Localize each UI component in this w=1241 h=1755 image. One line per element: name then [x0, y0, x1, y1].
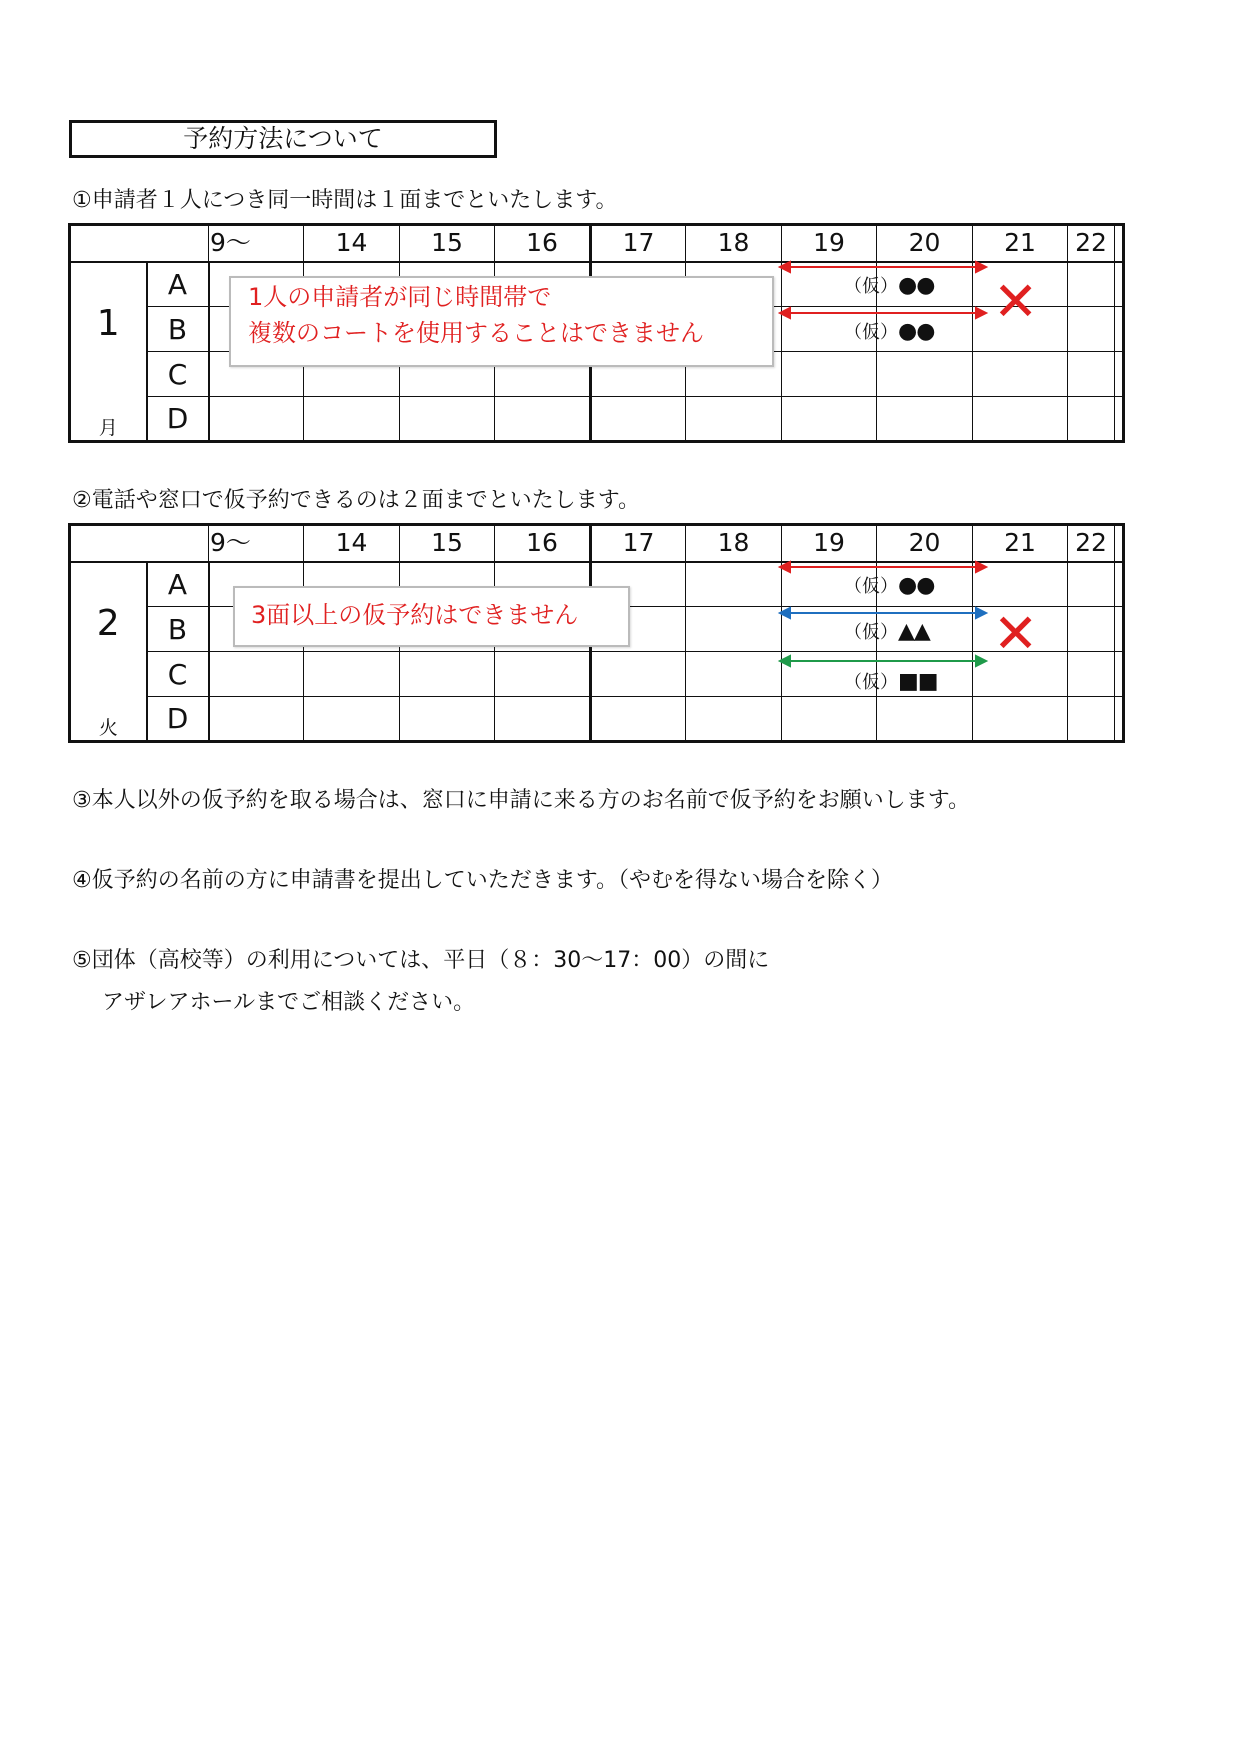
reserver-mark: ●● [898, 273, 935, 298]
warning-line-2: 複数のコートを使用することはできません [248, 319, 704, 347]
hour-label: 14 [304, 525, 400, 562]
court-label: B [147, 607, 209, 652]
hour-label: 19 [782, 225, 877, 262]
hour-label: 16 [495, 525, 591, 562]
court-label: D [147, 397, 209, 442]
rule-4: ④仮予約の名前の方に申請書を提出していただきます。（やむを得ない場合を除く） [72, 868, 893, 893]
reservation-label-b [844, 620, 930, 645]
reserver-mark: ■■ [898, 669, 938, 694]
reservation-label-a [844, 274, 934, 299]
hour-label: 15 [400, 525, 495, 562]
hour-label: 17 [591, 225, 686, 262]
schedule-example-2 [68, 523, 1125, 743]
arrow-court-b [780, 308, 986, 318]
schedule-example-1 [68, 223, 1125, 443]
hour-label: 21 [973, 525, 1068, 562]
warning-note-2: 3面以上の仮予約はできません [233, 586, 630, 647]
tentative-label: （仮） [844, 672, 898, 693]
arrow-court-a [780, 562, 986, 572]
reservation-label-c [844, 670, 938, 695]
arrow-court-a [780, 262, 986, 272]
hour-label: 19 [782, 525, 877, 562]
not-allowed-icon: ✕ [993, 270, 1039, 333]
tentative-label: （仮） [844, 276, 898, 297]
rule-5-line-2: アザレアホールまでご相談ください。 [102, 990, 476, 1015]
warning-note-1 [229, 276, 774, 367]
not-allowed-icon: ✕ [993, 602, 1039, 665]
weekday-label: 月 [98, 416, 118, 439]
hour-label: 22 [1068, 225, 1115, 262]
reservation-label-b [844, 320, 934, 345]
day-number: 1 [96, 302, 120, 344]
reserver-mark: ●● [898, 319, 935, 344]
hour-label: 18 [686, 225, 782, 262]
day-number: 2 [96, 602, 120, 644]
rule-3: ③本人以外の仮予約を取る場合は、窓口に申請に来る方のお名前で仮予約をお願いします。 [72, 788, 970, 813]
court-label: C [147, 652, 209, 697]
tentative-label: （仮） [844, 622, 898, 643]
warning-line-1: 1人の申請者が同じ時間帯で [248, 283, 552, 311]
hour-label: 14 [304, 225, 400, 262]
hour-label: 9～ [209, 225, 304, 262]
hour-label: 15 [400, 225, 495, 262]
rule-2: ②電話や窓口で仮予約できるのは２面までといたします。 [72, 488, 640, 513]
arrow-court-c [780, 656, 986, 666]
reservation-label-a [844, 574, 934, 599]
weekday-label: 火 [98, 716, 118, 739]
hour-label: 21 [973, 225, 1068, 262]
arrow-court-b [780, 608, 986, 618]
hour-label: 20 [877, 525, 973, 562]
reserver-mark: ▲▲ [898, 619, 930, 644]
tentative-label: （仮） [844, 322, 898, 343]
hour-label: 22 [1068, 525, 1115, 562]
rule-5-line-1: ⑤団体（高校等）の利用については、平日（８：30～17：00）の間に [72, 948, 770, 973]
hour-label: 9～ [209, 525, 304, 562]
hour-label: 20 [877, 225, 973, 262]
section-title: 予約方法について [69, 120, 497, 158]
court-label: C [147, 352, 209, 397]
court-label: A [147, 262, 209, 307]
hour-label: 18 [686, 525, 782, 562]
court-label: D [147, 697, 209, 742]
court-label: B [147, 307, 209, 352]
hour-label: 17 [591, 525, 686, 562]
reserver-mark: ●● [898, 573, 935, 598]
tentative-label: （仮） [844, 576, 898, 597]
court-label: A [147, 562, 209, 607]
rule-1: ①申請者１人につき同一時間は１面までといたします。 [72, 188, 618, 213]
hour-label: 16 [495, 225, 591, 262]
